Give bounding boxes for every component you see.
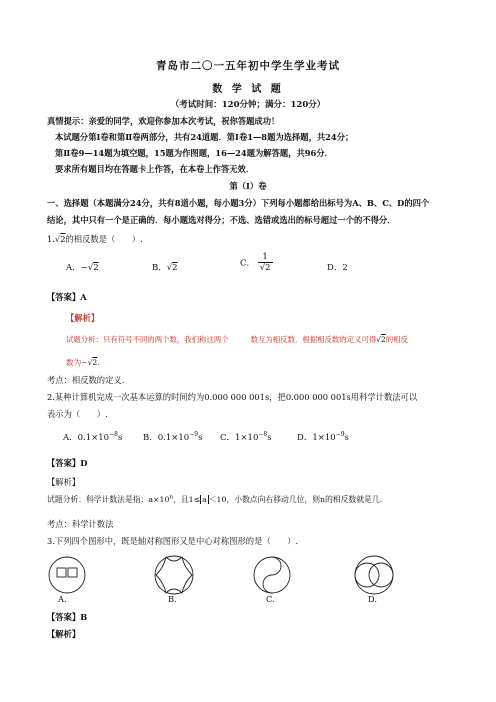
q2-analysis-label: 【解析】 <box>47 477 81 487</box>
figure-b <box>155 556 193 594</box>
q2-kaodian: 考点：科学计数法 <box>47 519 114 529</box>
q1-analysis-line-1: 试题分析：只有符号不同的两个数，我们称这两个 数互为相反数．根据相反数的定义可得√2的相反 <box>66 335 408 344</box>
q2-stem-line-2: 表示为（ ）. <box>47 409 108 419</box>
q3-stem: 3.下列四个图形中，既是轴对称图形又是中心对称图形的是（ ）. <box>47 536 299 546</box>
instruction-line-2: 本试题分第Ⅰ卷和第Ⅱ卷两部分，共有24道题．第Ⅰ卷1—8题为选择题，共24分； <box>55 132 354 142</box>
instruction-line-4: 要求所有题目均在答题卡上作答，在本卷上作答无效． <box>55 164 255 174</box>
q3-figure-label-b: B. <box>168 594 177 604</box>
instruction-line-1: 真情提示：亲爱的同学，欢迎你参加本次考试，祝你答题成功！ <box>47 116 280 126</box>
q2-option-a: A．$0.1\times 10^{-8}s$ <box>63 431 123 443</box>
q2-option-c: C．$1\times 10^{-8}s$ <box>220 431 272 443</box>
fraction: $\frac{1}{√2}$ <box>259 252 271 273</box>
exam-info: （考试时间：120分钟；满分：120分） <box>170 100 326 110</box>
q1-number: 1. <box>47 234 55 244</box>
q3-figures <box>47 553 457 603</box>
q2-stem-line-1: 2.某种计算机完成一次基本运算的时间约为0.000 000 001s，把0.000 000 001s用科学计数法可以 <box>47 392 418 402</box>
q1-stem-text: 的相反数是（ ）. <box>65 234 143 244</box>
exam-subtitle: 数 学 试 题 <box>212 84 284 95</box>
q3-figure-label-d: D. <box>368 594 377 604</box>
q2-answer: 【答案】D <box>47 458 88 468</box>
q2-option-d: D．$1\times 10^{-9}s$ <box>297 431 349 443</box>
q1-answer: 【答案】A <box>47 292 87 302</box>
q3-figure-label-c: C. <box>266 594 275 604</box>
q3-figure-label-a: A. <box>58 594 67 604</box>
q1-option-a: A．−√2 <box>66 263 99 273</box>
q1-analysis-line-2: 数为−√2. <box>66 358 100 367</box>
q3-analysis-label: 【解析】 <box>47 629 81 639</box>
section-title: 第（Ⅰ）卷 <box>229 181 267 191</box>
q3-answer: 【答案】B <box>47 612 88 622</box>
q2-option-b: B．$0.1\times 10^{-9}s$ <box>143 431 203 443</box>
instruction-line-3: 第Ⅱ卷9—14题为填空题，15题为作图题，16—24题为解答题，共96分． <box>55 148 333 158</box>
figure-c <box>254 557 290 593</box>
figure-d <box>355 556 393 594</box>
sqrt-symbol: √2 <box>54 234 66 244</box>
q1-kaodian: 考点：相反数的定义. <box>47 375 125 385</box>
figure-a <box>49 557 85 593</box>
q1-option-d: D．2 <box>327 263 348 273</box>
part1-line-2: 结论，其中只有一个是正确的．每小题选对得分；不选、选错或选出的标号超过一个的不得分． <box>47 215 396 225</box>
q1-option-c: C． $\frac{1}{√2}$ <box>240 252 271 273</box>
q1-stem <box>47 233 143 245</box>
q1-analysis-label: 【解析】 <box>66 313 100 323</box>
part1-line-1: 一、选择题（本题满分24分，共有8道小题，每小题3分）下列每小题都给出标号为A、B、C、D的四个 <box>47 198 430 208</box>
q2-analysis: 试题分析：科学计数法是指：$a\times 10^n$，且1≤ a ＜10，小数点向右移动几位，则n的相反数就是几. <box>47 494 383 504</box>
q1-option-b: B．√2 <box>152 263 178 273</box>
exam-title: 青岛市二〇一五年初中学生学业考试 <box>156 60 340 72</box>
